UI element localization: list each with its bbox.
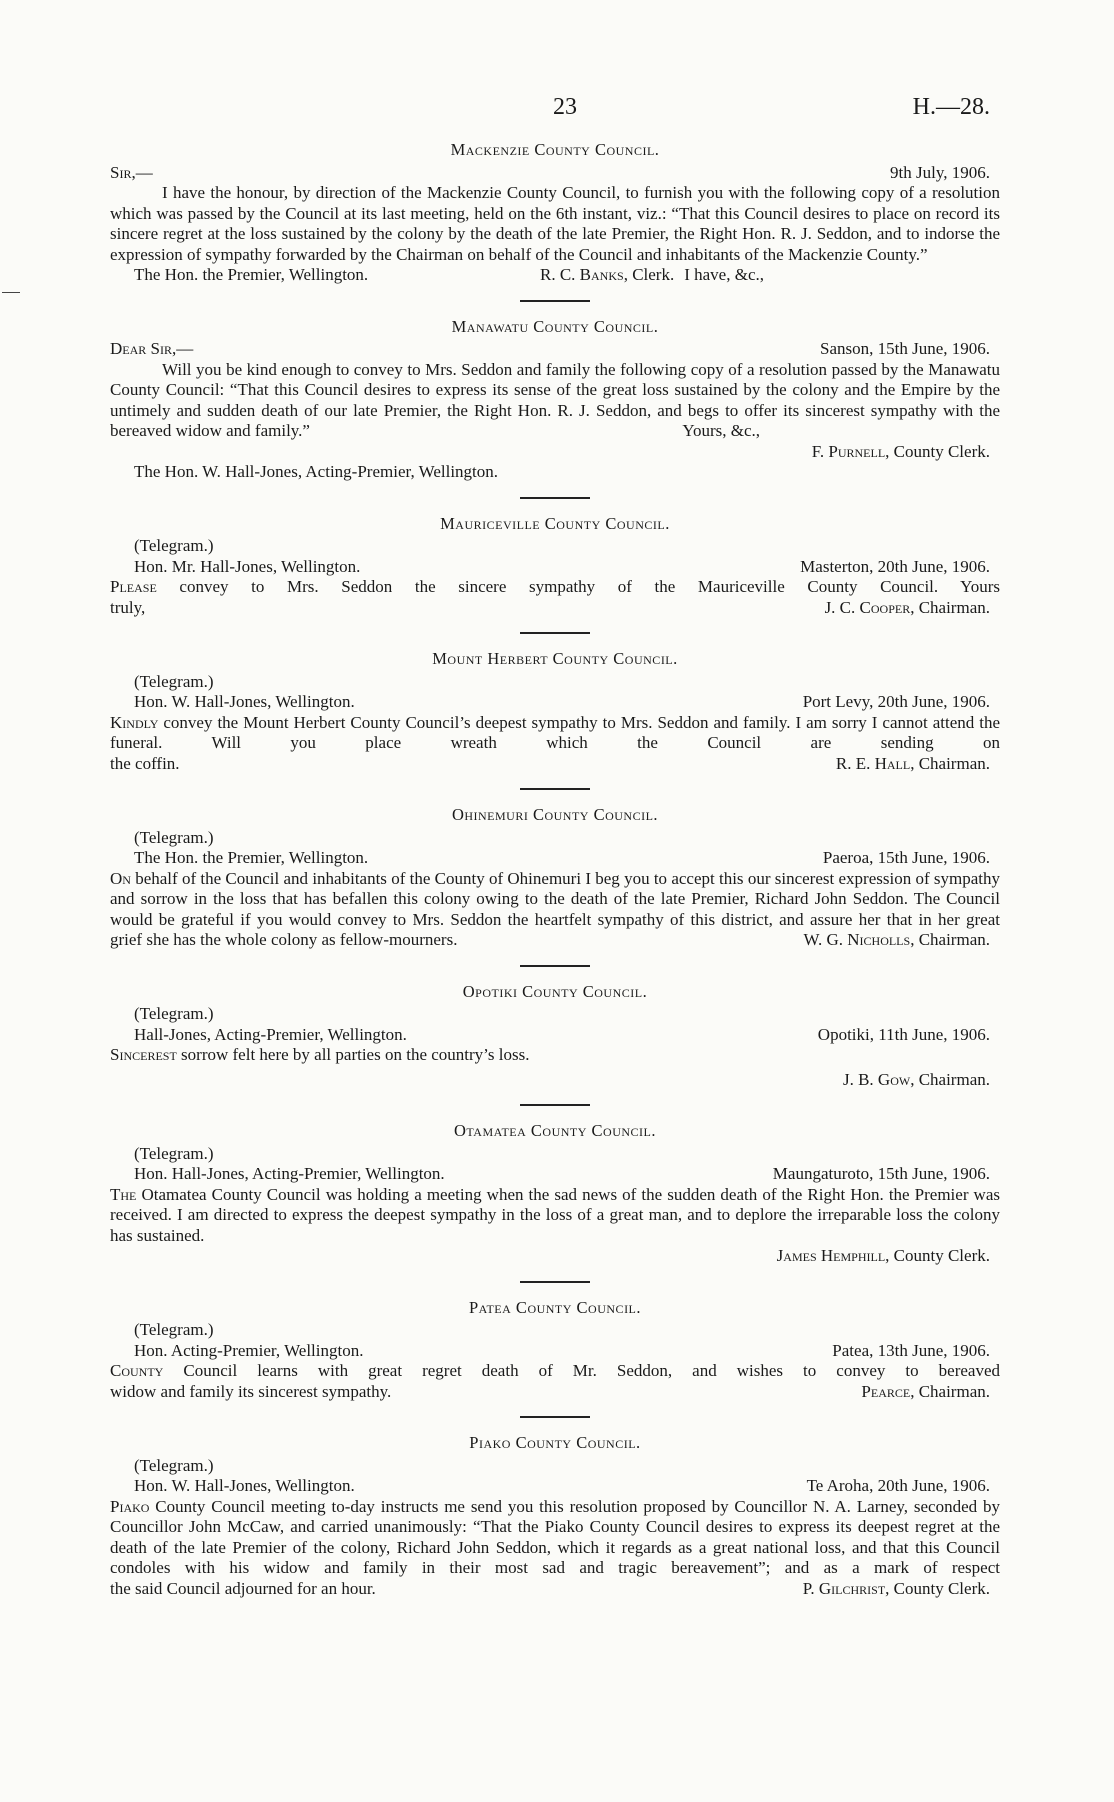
telegram-body-end: truly, — [110, 597, 146, 617]
letter-closing: Yours, &c., — [682, 421, 760, 440]
lead-word: County — [110, 1361, 164, 1380]
page-header — [110, 94, 990, 124]
section-piako — [110, 1433, 1000, 1599]
signature-name: P. Gilchrist — [802, 1578, 886, 1598]
addressee: Hon. Mr. Hall-Jones, Wellington. — [134, 556, 361, 576]
telegram-body: convey to Mrs. Seddon the sincere sympathy of the Mauriceville County Council. Yours — [179, 577, 1000, 596]
addressee: Hon. Hall-Jones, Acting-Premier, Wellington. — [134, 1164, 445, 1183]
section-divider — [520, 965, 590, 967]
section-ohinemuri — [110, 805, 1000, 951]
addressee: Hon. Acting-Premier, Wellington. — [134, 1340, 364, 1360]
letter-date: Opotiki, 11th June, 1906. — [817, 1024, 990, 1044]
signature-title: , Chairman. — [910, 1381, 990, 1401]
section-manawatu — [110, 317, 1000, 483]
signature-title: , Clerk. — [623, 265, 675, 284]
letter-date: Te Aroha, 20th June, 1906. — [806, 1476, 990, 1495]
page-number: 23 — [553, 94, 577, 120]
signature-title: , Chairman. — [910, 1069, 990, 1089]
signature-title: , Chairman. — [910, 597, 990, 617]
section-heading: Manawatu County Council. — [451, 316, 659, 336]
signature-name: F. Purnell — [811, 441, 886, 461]
letter-body: I have the honour, by direction of the Mackenzie County Council, to furnish you with the following copy of a resolution which was passed by the Council at its last meeting, held on the 6th instant, viz.: “That this Council desires to place on record its sincere regret at the loss sustained by the colony by the death of the late Premier, the Right Hon. R. J. Seddon, and to indorse the expression of sympathy forwarded by the Chairman on behalf of the Council and inhabitants of the Mackenzie County.” — [110, 183, 1000, 264]
lead-word: Kindly — [110, 712, 159, 732]
section-opotiki — [110, 982, 1000, 1091]
section-heading: Patea County Council. — [468, 1297, 642, 1317]
telegram-label: (Telegram.) — [134, 1004, 214, 1023]
section-heading: Ohinemuri County Council. — [451, 805, 659, 824]
telegram-body: Council learns with great regret death of Mr. Seddon, and wishes to convey to bereaved — [183, 1361, 1000, 1380]
telegram-label: (Telegram.) — [134, 1143, 214, 1163]
salutation: Dear Sir,— — [110, 339, 194, 358]
telegram-body-end: the said Council adjourned for an hour. — [110, 1578, 376, 1598]
telegram-label: (Telegram.) — [134, 671, 214, 691]
signature-title: , County Clerk. — [885, 1246, 990, 1265]
letter-date: Sanson, 15th June, 1906. — [820, 339, 990, 358]
margin-mark — [2, 292, 20, 293]
letter-date: Paeroa, 15th June, 1906. — [822, 848, 990, 867]
signature-title: , County Clerk. — [885, 441, 990, 461]
signature-name: J. C. Cooper — [824, 597, 911, 617]
telegram-label: (Telegram.) — [134, 827, 214, 847]
section-divider — [520, 788, 590, 790]
section-heading: Piako County Council. — [469, 1433, 641, 1452]
telegram-body-end: the coffin. — [110, 753, 180, 773]
lead-word: Please — [110, 577, 157, 596]
section-mauriceville — [110, 514, 1000, 619]
section-mount-herbert — [110, 649, 1000, 774]
section-heading: Opotiki County Council. — [462, 981, 648, 1001]
addressee: Hon. W. Hall-Jones, Wellington. — [134, 1476, 355, 1495]
lead-word: Sincerest — [110, 1045, 177, 1064]
telegram-body: behalf of the Council and inhabitants of the County of Ohinemuri I beg you to accept this our sincerest expression of sympathy and sorrow in the loss that has befallen this colony owing to the death of the late Premier, Richard John Seddon. The Council would be grateful if you would convey to Mrs. Seddon the heartfelt sympathy of this district, and assure her that in her great — [110, 868, 1000, 929]
lead-word: On — [110, 868, 131, 888]
section-divider — [520, 632, 590, 634]
addressee: The Hon. W. Hall-Jones, Acting-Premier, Wellington. — [134, 462, 499, 481]
section-heading: Mackenzie County Council. — [450, 140, 660, 159]
addressee: The Hon. the Premier, Wellington. — [134, 848, 369, 867]
lead-word: The — [110, 1184, 137, 1204]
letter-date: Patea, 13th June, 1906. — [832, 1340, 990, 1360]
telegram-body-end: widow and family its sincerest sympathy. — [110, 1381, 392, 1401]
section-heading: Mount Herbert County Council. — [432, 649, 678, 668]
signature-title: , Chairman. — [910, 753, 990, 773]
document-reference: H.—28. — [912, 94, 990, 120]
section-mackenzie — [110, 140, 1000, 286]
section-divider — [520, 497, 590, 499]
signature-name: J. B. Gow — [842, 1069, 911, 1089]
section-otamatea — [110, 1121, 1000, 1267]
signature-name: R. E. Hall — [835, 753, 911, 773]
section-divider — [520, 300, 590, 302]
addressee: The Hon. the Premier, Wellington. — [134, 265, 369, 284]
addressee: Hon. W. Hall-Jones, Wellington. — [134, 692, 355, 711]
letter-date: Masterton, 20th June, 1906. — [800, 556, 990, 576]
telegram-label: (Telegram.) — [134, 1320, 214, 1339]
section-heading: Otamatea County Council. — [454, 1121, 656, 1140]
telegram-body: County Council meeting to-day instructs me send you this resolution proposed by Councillor N. A. Larney, seconded by Councillor John McCaw, and carried unanimously: “That the Piako County Council desires to express its deepest regret at the death of the late Premier of the colony, Richard John Seddon, which it regards as a great national loss, and that this Council condoles with his widow and family in their most sad and tragic bereavement”; and as a mark of respect — [110, 1496, 1000, 1577]
signature-name: R. C. Banks — [539, 265, 624, 284]
section-divider — [520, 1281, 590, 1283]
letter-date: Port Levy, 20th June, 1906. — [802, 692, 990, 711]
telegram-body: sorrow felt here by all parties on the country’s loss. — [181, 1045, 530, 1064]
signature-title: , County Clerk. — [885, 1578, 990, 1598]
salutation: Sir,— — [110, 162, 153, 182]
section-patea — [110, 1298, 1000, 1403]
letter-date: Maungaturoto, 15th June, 1906. — [772, 1164, 990, 1183]
telegram-body: convey the Mount Herbert County Council’s deepest sympathy to Mrs. Seddon and family. I am sorry I cannot attend the funeral. Will you place wreath which the Council are sending on — [110, 712, 1000, 752]
signature-name: Pearce — [861, 1381, 911, 1401]
section-divider — [520, 1416, 590, 1418]
section-divider — [520, 1104, 590, 1106]
letter-body: Will you be kind enough to convey to Mrs. Seddon and family the following copy of a resolution passed by the Manawatu County Council: “That this Council desires to express its sense of the great loss sustained by the colony and the Empire by the untimely and sudden death of our late Premier, the Right Hon. R. J. Seddon, and begs to offer its sincerest sympathy with the bereaved widow and family.” — [110, 359, 1000, 440]
page-content — [110, 140, 1000, 1599]
addressee: Hall-Jones, Acting-Premier, Wellington. — [134, 1024, 407, 1044]
signature-name: James Hemphill — [776, 1246, 886, 1265]
telegram-label: (Telegram.) — [134, 536, 214, 555]
letter-closing: I have, &c., — [684, 265, 764, 284]
telegram-body-end: grief she has the whole colony as fellow-mourners. — [110, 930, 458, 949]
section-heading: Mauriceville County Council. — [440, 513, 670, 533]
signature-title: , Chairman. — [910, 930, 990, 949]
telegram-body: Otamatea County Council was holding a meeting when the sad news of the sudden death of the Right Hon. the Premier was received. I am directed to express the deepest sympathy in the loss of a great man, and to deplore the irreparable loss the colony has sustained. — [110, 1184, 1000, 1245]
letter-date: 9th July, 1906. — [890, 162, 990, 182]
telegram-label: (Telegram.) — [134, 1455, 214, 1475]
lead-word: Piako — [110, 1496, 150, 1516]
signature-name: W. G. Nicholls — [803, 930, 911, 949]
